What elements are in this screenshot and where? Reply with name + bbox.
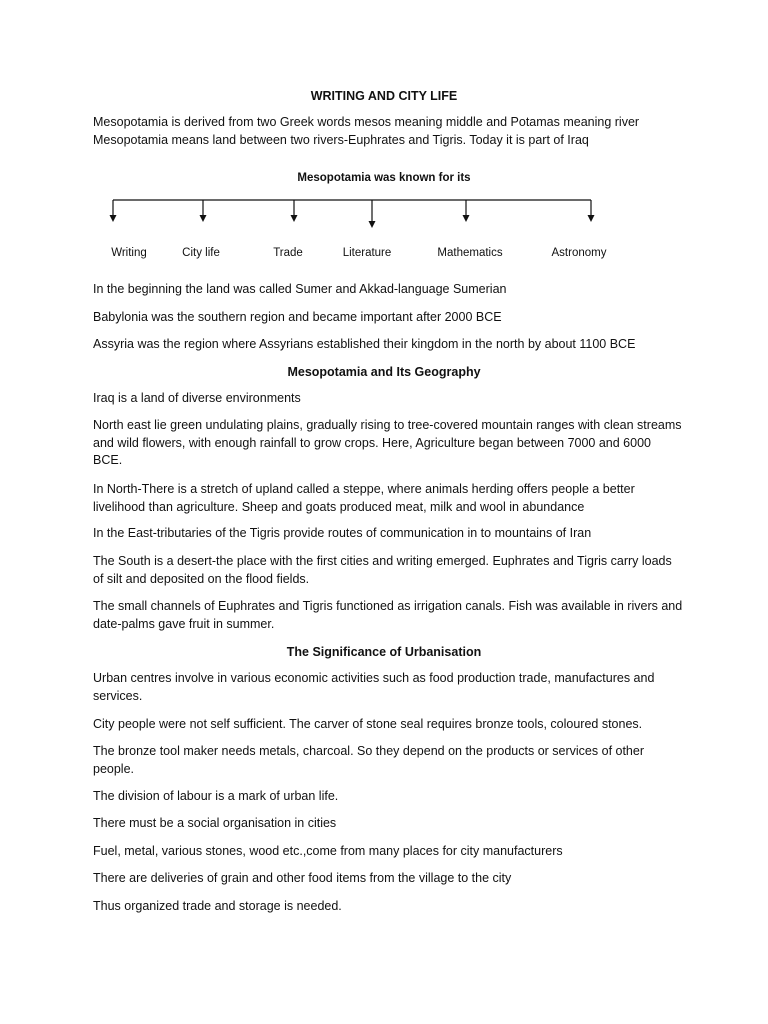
diagram-item-trade: Trade	[273, 247, 303, 259]
diagram-arrow-head-literature	[369, 221, 376, 228]
geography-paragraph-3: In North-There is a stretch of upland called a steppe, where animals herding offers people a better livelihood than agriculture. Sheep and goats produced meat, milk and wool in abundance	[93, 482, 635, 514]
urbanisation-paragraph-8: Thus organized trade and storage is needed.	[93, 899, 342, 913]
urbanisation-paragraph-4: The division of labour is a mark of urban life.	[93, 789, 339, 803]
urbanisation-paragraph-5: There must be a social organisation in cities	[93, 816, 337, 830]
diagram-item-mathematics: Mathematics	[437, 247, 503, 259]
intro-line-2: Mesopotamia means land between two rivers-Euphrates and Tigris. Today it is part of Iraq	[93, 133, 589, 147]
diagram-arrow-head-city-life	[200, 215, 207, 222]
geography-paragraph-2: North east lie green undulating plains, gradually rising to tree-covered mountain ranges with clean streams and wild flowers, with enough rainfall to grow crops. Here, Agriculture began between 7000 and 6000 BCE.	[93, 418, 682, 467]
babylonia-paragraph: Babylonia was the southern region and became important after 2000 BCE	[93, 310, 502, 324]
urbanisation-paragraph-7: There are deliveries of grain and other food items from the village to the city	[93, 871, 512, 885]
urbanisation-paragraph-3: The bronze tool maker needs metals, charcoal. So they depend on the products or services of other people.	[93, 744, 645, 776]
geography-paragraph-1: Iraq is a land of diverse environments	[93, 391, 301, 405]
urbanisation-paragraph-1: Urban centres involve in various economic activities such as food production trade, manufactures and services.	[93, 671, 655, 703]
geography-paragraph-4: In the East-tributaries of the Tigris provide routes of communication in to mountains of Iran	[93, 526, 592, 540]
diagram-arrows	[110, 200, 595, 228]
geography-paragraph-5: The South is a desert-the place with the first cities and writing emerged. Euphrates and Tigris carry loads of silt and deposited on the flood fields.	[93, 554, 672, 586]
diagram-item-writing: Writing	[111, 247, 147, 259]
geography-paragraph-6: The small channels of Euphrates and Tigris functioned as irrigation canals. Fish was available in rivers and date-palms gave fruit in summer.	[93, 599, 683, 631]
sumer-paragraph: In the beginning the land was called Sumer and Akkad-language Sumerian	[93, 282, 507, 296]
assyria-paragraph: Assyria was the region where Assyrians established their kingdom in the north by about 1100 BCE	[93, 337, 636, 351]
urbanisation-paragraph-2: City people were not self sufficient. The carver of stone seal requires bronze tools, coloured stones.	[93, 717, 643, 731]
known-for-diagram	[0, 165, 768, 275]
diagram-arrow-head-writing	[110, 215, 117, 222]
intro-line-1: Mesopotamia is derived from two Greek words mesos meaning middle and Potamas meaning river	[93, 115, 640, 129]
diagram-title: Mesopotamia was known for its	[297, 172, 471, 184]
urbanisation-paragraph-6: Fuel, metal, various stones, wood etc.,come from many places for city manufacturers	[93, 844, 563, 858]
diagram-item-literature: Literature	[342, 247, 392, 259]
diagram-arrow-head-mathematics	[463, 215, 470, 222]
diagram-item-astronomy: Astronomy	[551, 247, 607, 259]
urbanisation-heading: The Significance of Urbanisation	[286, 645, 482, 659]
diagram-item-city-life: City life	[182, 247, 220, 259]
diagram-arrow-head-trade	[291, 215, 298, 222]
diagram-arrow-head-astronomy	[588, 215, 595, 222]
page-title: WRITING AND CITY LIFE	[310, 89, 458, 103]
geography-heading: Mesopotamia and Its Geography	[287, 365, 481, 379]
